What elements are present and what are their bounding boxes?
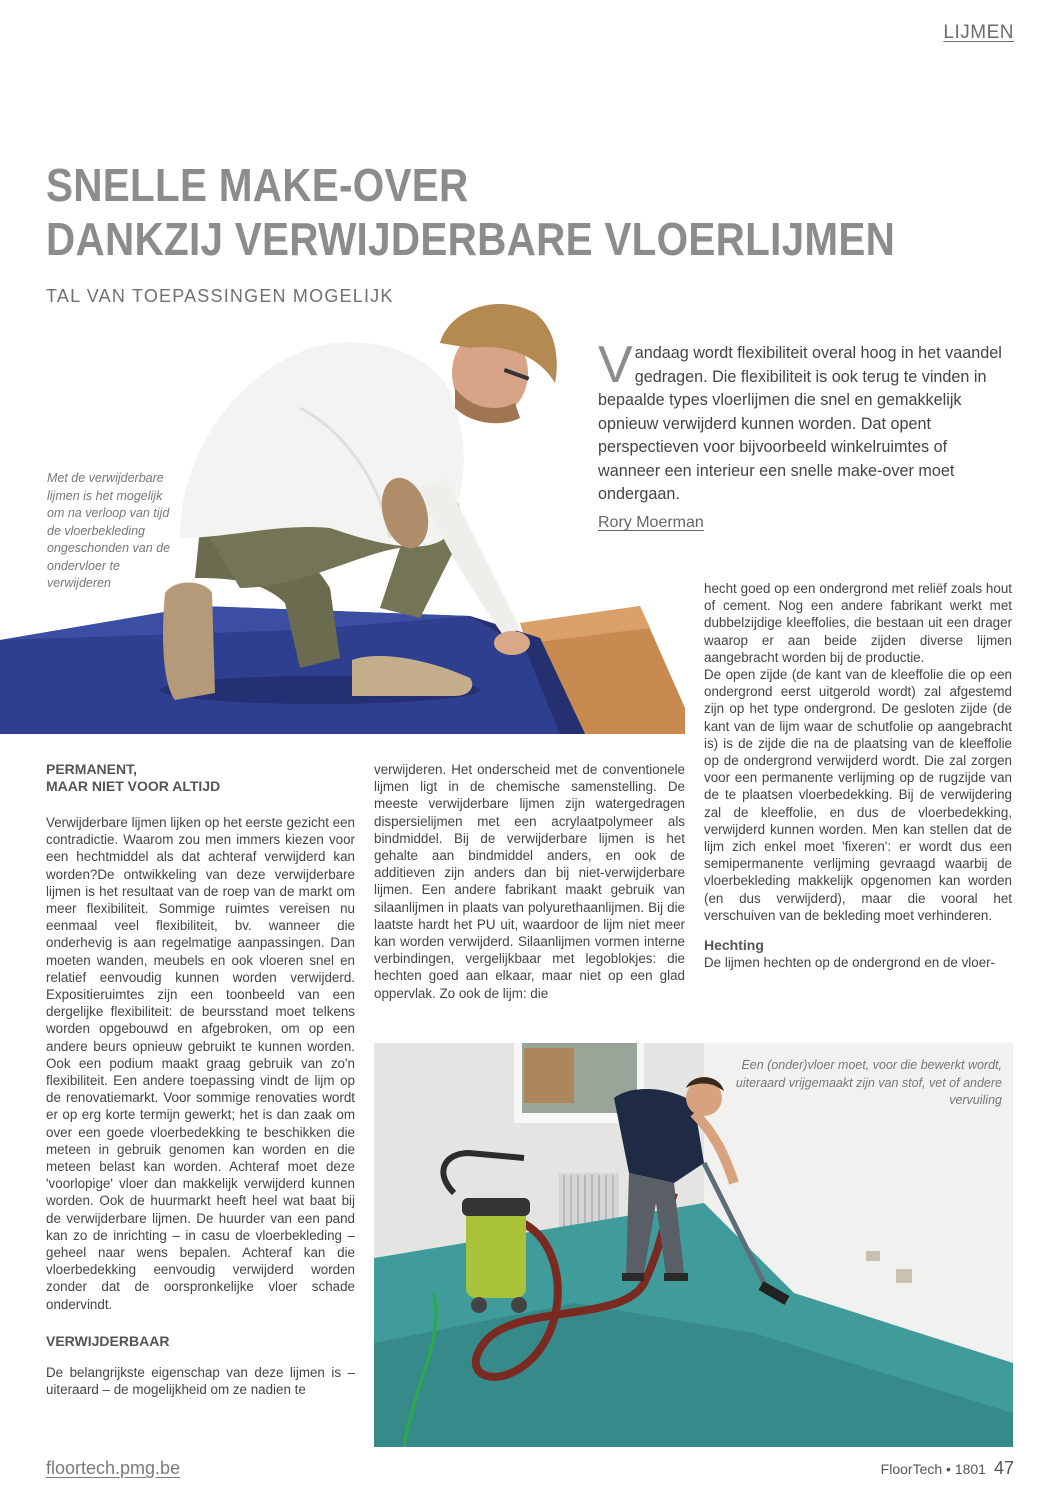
section-tag: LIJMEN — [943, 22, 1014, 43]
article-title — [46, 158, 896, 266]
col3-paragraph-1: hecht goed op een ondergrond met reliëf zoals hout of cement. Nog een andere fabrikant werkt met dubbelzijdige kleeffolies, die bestaan uit een drager waarop er aan beide zijden diverse lijmen aangebracht worden bij de productie. — [704, 581, 1012, 665]
heading-hechting: Hechting — [704, 937, 764, 954]
intro-paragraph — [598, 336, 1008, 507]
drop-cap: V — [598, 336, 633, 394]
heading-permanent — [46, 761, 355, 795]
footer-issue-label: FloorTech • 1801 — [880, 1461, 986, 1477]
column-3 — [704, 580, 1012, 971]
intro-text: andaag wordt flexibiliteit overal hoog in het vaandel gedragen. Die flexibiliteit is ook terug te vinden in bepaalde types vloerlijmen die snel en gemakkelijk opnieuw verwijderd kunnen worden. Dat opent perspectieven voor bijvoorbeeld winkelruimtes of wanneer een interieur een snelle make-over moet ondergaan. — [598, 344, 1002, 503]
heading-permanent-line-2: MAAR NIET VOOR ALTIJD — [46, 778, 221, 794]
title-line-1: SNELLE MAKE-OVER — [46, 159, 469, 211]
col3-paragraph-2: De open zijde (de kant van de kleeffolie die op een ondergrond eerst uitgerold wordt) zal afgestemd zijn op het type ondergrond. De gesloten zijde (de kant van de lijm waar de schutfolie op aangebracht is) is de zijde die na de plaatsing van de kleeffolie op de ondergrond verwijderd wordt. Die zal zorgen voor een permanente verlijming op de rugzijde van de te plaatsen vloerbedekking. Bij de verwijdering zal de kleeffolie, en dus de vloerbedekking, verwijderd kunnen worden. Men kan stellen dat de lijm zich enkel moet 'fixeren': er wordt dus een semipermanente verlijming gevraagd waarbij de vloerbekleding makkelijk opgenomen kan worden (en dus verwijderd), maar die vooral het verschuiven van de bekleding moet verhinderen. — [704, 667, 1012, 923]
footer-issue — [881, 1458, 1014, 1479]
caption-photo-1: Met de verwijderbare lijmen is het mogelijk om na verloop van tijd de vloerbekleding ongeschonden van de ondervloer te verwijderen — [47, 471, 171, 590]
caption-photo-2: Een (onder)vloer moet, voor die bewerkt wordt, uiteraard vrijgemaakt zijn van stof, vet of andere vervuiling — [735, 1058, 1002, 1107]
column-1 — [46, 761, 355, 1398]
footer-website-link[interactable]: floortech.pmg.be — [46, 1458, 181, 1478]
heading-permanent-line-1: PERMANENT, — [46, 761, 138, 777]
col1-paragraph-2: De belangrijkste eigenschap van deze lijmen is – uiteraard – de mogelijkheid om ze nadien te — [46, 1364, 355, 1398]
heading-verwijderbaar: VERWIJDERBAAR — [46, 1332, 170, 1349]
col1-paragraph-1: Verwijderbare lijmen lijken op het eerste gezicht een contradictie. Waarom zou men immers kiezen voor een hechtmiddel als dat achteraf verwijderd kan worden?De ontwikkeling van deze verwijderbare lijmen is het resultaat van de roep van de markt om meer flexibiliteit. Sommige ruimtes vereisen nu eenmaal veel flexibiliteit, bv. wanneer die onderhevig is aan regelmatige aanpassingen. Dan moeten wanden, meubels en ook vloeren snel en relatief eenvoudig kunnen worden verwijderd. Expositieruimtes zijn een toonbeeld van een dergelijke flexibiliteit: de beursstand moet telkens worden opgebouwd en afgebroken, om op een andere beurs opnieuw gebruikt te kunnen worden. Ook een podium maakt graag gebruik van zo'n flexibiliteit. Een andere toepassing vindt de lijm op de renovatiemarkt. Voor sommige renovaties wordt er op erg korte termijn gewerkt; het is dan zaak om over een goede vloerbedekking te beschikken die meteen in gebruik genomen kan worden en die meteen belast kan worden. Achteraf moet deze 'voorlopige' vloer dan makkelijk verwijderd kunnen worden. Ook de huurmarkt heeft heel wat baat bij de verwijderbare lijmen. De huurder van een pand kan zo de inrichting – in casu de vloerbekleding – geheel naar wens bepalen. Achteraf kan die vloerbedekking eenvoudig verwijderd worden zonder dat de oorspronkelijke vloer schade ondervindt. — [46, 815, 355, 1312]
col2-paragraph-1: verwijderen. Het onderscheid met de conventionele lijmen ligt in de chemische samenstelling. De meeste verwijderbare lijmen zijn watergedragen dispersielijmen met een acrylaatpolymeer als bindmiddel. Bij de verwijderbare lijmen is het gehalte aan bindmiddel anders, en ook de additieven zijn anders dan bij niet-verwijderbare lijmen. Een andere fabrikant maakt gebruik van silaanlijmen in plaats van polyurethaanlijmen. Bij die laatste hardt het PU uit, waardoor de lijm niet meer kan worden verwijderd. Silaanlijmen vormen interne verbindingen, vergelijkbaar met legoblokjes: die hechten goed aan elkaar, maar niet op een glad oppervlak. Zo ook de lijm: die — [374, 762, 685, 1001]
column-2 — [374, 761, 685, 1002]
article-subtitle: TAL VAN TOEPASSINGEN MOGELIJK — [46, 286, 394, 306]
title-line-2: DANKZIJ VERWIJDERBARE VLOERLIJMEN — [46, 213, 896, 265]
col3-paragraph-3: De lijmen hechten op de ondergrond en de vloer- — [704, 955, 996, 971]
page-number: 47 — [993, 1458, 1014, 1478]
author-name[interactable]: Rory Moerman — [598, 514, 704, 531]
